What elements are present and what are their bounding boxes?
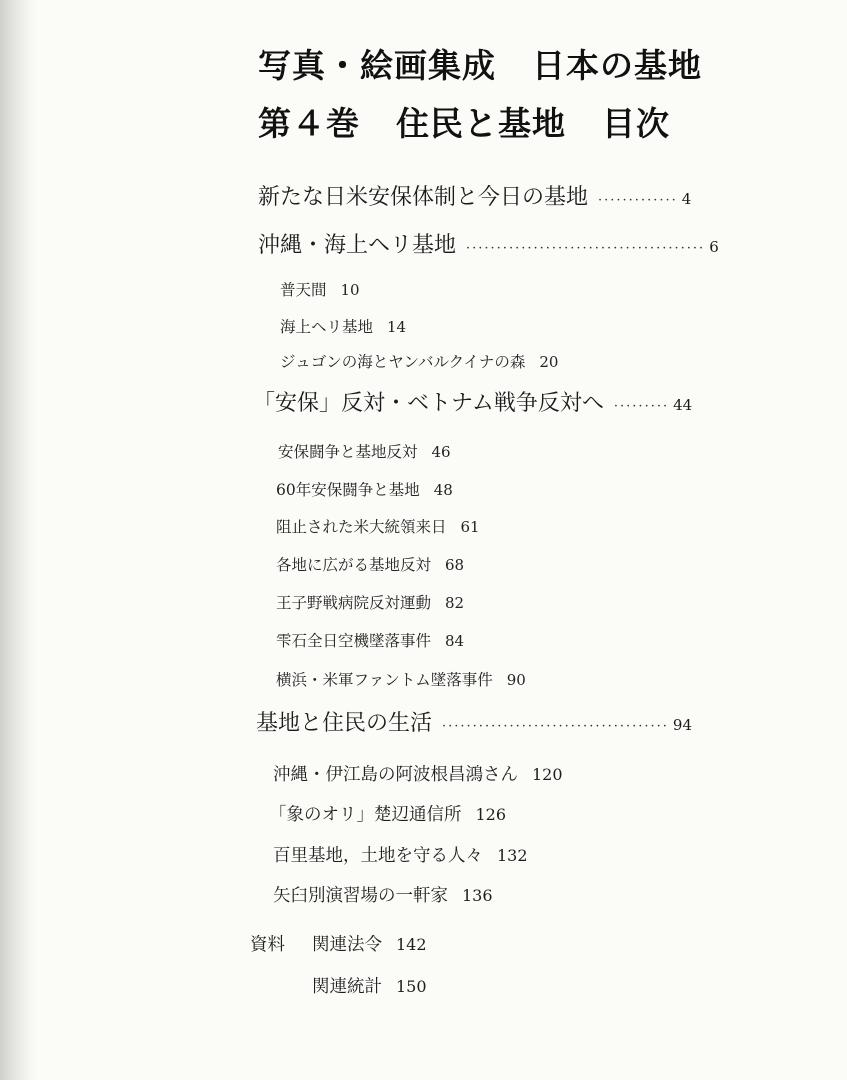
item-title: 関連統計 bbox=[312, 977, 382, 997]
item-title: 安保闘争と基地反対 bbox=[278, 443, 418, 461]
item-page: 82 bbox=[445, 594, 465, 612]
item-page: 136 bbox=[462, 886, 493, 905]
item-page: 90 bbox=[506, 671, 526, 689]
item-page: 132 bbox=[497, 846, 528, 865]
item-page: 20 bbox=[539, 353, 559, 371]
volume-title bbox=[258, 98, 670, 145]
series-title: 写真・絵画集成 bbox=[258, 46, 496, 85]
item-title: 関連法令 bbox=[312, 935, 382, 955]
section-page: 94 bbox=[672, 716, 693, 734]
volume-number: 第４巻 bbox=[258, 104, 360, 143]
section-title: 基地と住民の生活 bbox=[256, 711, 433, 736]
item-page: 68 bbox=[445, 556, 465, 574]
toc-section bbox=[258, 180, 691, 211]
item-title: 王子野戦病院反対運動 bbox=[276, 594, 432, 612]
page-gutter-shadow bbox=[0, 0, 38, 1080]
toc-item bbox=[276, 553, 464, 575]
item-title: ジュゴンの海とヤンバルクイナの森 bbox=[280, 353, 526, 371]
toc-section bbox=[253, 386, 692, 417]
leader-dots: ····································· bbox=[442, 719, 669, 734]
toc-item bbox=[276, 629, 464, 651]
toc-item bbox=[276, 668, 526, 690]
book-title bbox=[258, 40, 702, 87]
item-title: 阻止された米大統領来日 bbox=[276, 518, 447, 536]
item-title: 雫石全日空機墜落事件 bbox=[276, 632, 432, 650]
item-title: 百里基地，土地を守る人々 bbox=[273, 846, 483, 866]
toc-item bbox=[280, 315, 406, 337]
item-title: 海上ヘリ基地 bbox=[280, 318, 374, 336]
section-page: 4 bbox=[681, 190, 692, 208]
leader-dots: ······································· bbox=[466, 241, 706, 256]
item-title: 60年安保闘争と基地 bbox=[276, 481, 420, 499]
item-page: 126 bbox=[475, 805, 507, 824]
toc-item bbox=[273, 882, 493, 907]
item-page: 150 bbox=[396, 977, 427, 996]
section-page: 44 bbox=[673, 396, 693, 414]
series-subtitle: 日本の基地 bbox=[532, 46, 702, 85]
toc-section bbox=[256, 706, 692, 737]
contents-heading: 目次 bbox=[602, 104, 670, 143]
item-page: 142 bbox=[396, 935, 427, 954]
item-page: 10 bbox=[340, 281, 360, 299]
toc-item bbox=[278, 440, 451, 462]
toc-item bbox=[276, 478, 453, 500]
item-title: 各地に広がる基地反対 bbox=[276, 556, 432, 574]
item-title: 普天間 bbox=[280, 281, 327, 299]
section-page: 6 bbox=[709, 238, 719, 256]
item-title: 矢臼別演習場の一軒家 bbox=[273, 886, 448, 906]
leader-dots: ········· bbox=[613, 399, 670, 414]
section-title: 新たな日米安保体制と今日の基地 bbox=[258, 185, 589, 210]
item-page: 84 bbox=[445, 632, 465, 650]
item-title: 沖縄・伊江島の阿波根昌鴻さん bbox=[273, 765, 518, 785]
item-title: 横浜・米軍ファントム墜落事件 bbox=[276, 671, 493, 689]
item-page: 48 bbox=[433, 481, 453, 499]
section-title: 沖縄・海上ヘリ基地 bbox=[258, 233, 457, 258]
item-page: 61 bbox=[460, 518, 480, 536]
item-title: 「象のオリ」楚辺通信所 bbox=[269, 805, 462, 825]
toc-item bbox=[280, 278, 360, 300]
toc-item bbox=[273, 761, 563, 786]
item-page: 120 bbox=[532, 765, 563, 784]
volume-name: 住民と基地 bbox=[396, 104, 566, 143]
leader-dots: ············· bbox=[598, 193, 678, 208]
toc-item bbox=[280, 350, 558, 372]
item-page: 14 bbox=[387, 318, 407, 336]
toc-item bbox=[273, 842, 528, 867]
section-title: 「安保」反対・ベトナム戦争反対へ bbox=[253, 391, 604, 416]
appendix-label: 資料 bbox=[250, 935, 285, 955]
toc-item bbox=[269, 801, 506, 826]
toc-item bbox=[276, 591, 464, 613]
item-page: 46 bbox=[431, 443, 451, 461]
toc-item bbox=[276, 515, 480, 537]
appendix-item bbox=[312, 973, 427, 998]
appendix-item bbox=[312, 931, 427, 956]
toc-section bbox=[258, 228, 719, 259]
